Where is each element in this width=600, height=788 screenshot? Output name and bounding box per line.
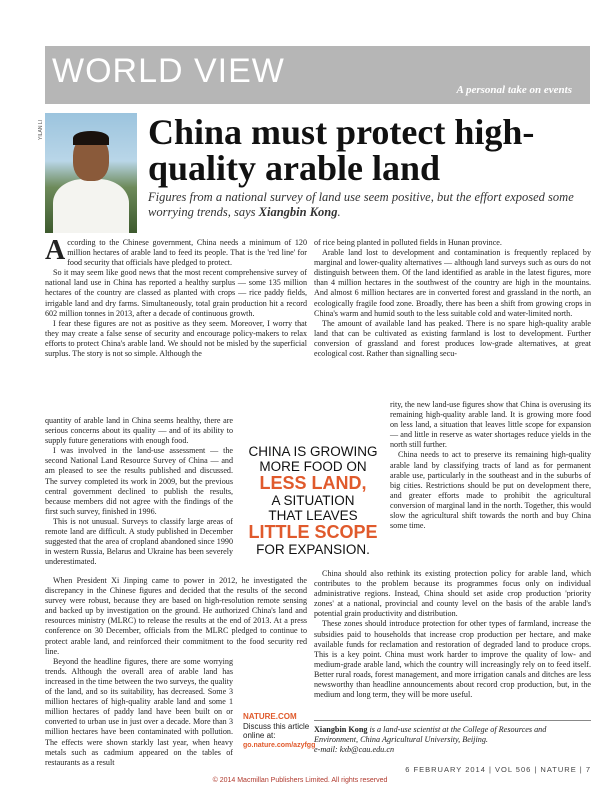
copyright: © 2014 Macmillan Publishers Limited. All rights reserved: [212, 777, 388, 784]
body-paragraph: Beyond the headline figures, there are some worrying trends. Although the overall area of arable land has increased in the time between the two surveys, the quality of the land, and so its suitability, has decreased. Some 3 million hectares of high-quality arable land and some 1 million hectares of paddy land have been built on or converted to urban use in just over a decade. More than 3 million hectares have been contaminated with pollution. The effects were shown starkly last year, when heavy metals such as cadmium appeared on the tables of restaurants as a result: [45, 656, 233, 767]
body-paragraph: China needs to act to preserve its remaining high-quality arable land by classifying tracts of land as for permanent arable use, particularly in the southeast and in the suburbs of big cities. Restrictions should be put on development there, and greater efforts made to prohibit the agricultural conversion of marginal land in the north. Together, this would slow the agricultural shift towards the north and buy China some time.: [390, 450, 591, 531]
author-photo: [45, 113, 137, 233]
discussion-link[interactable]: go.nature.com/azyfgg: [243, 741, 316, 749]
column-2-top: [314, 238, 591, 359]
body-paragraph: I was involved in the land-use assessment — the second National Land Resource Survey of China — and am pleased to see the results published and discussed. The survey completed its work in 2009, but the previous central government declined to publish the results, because members did not agree with the findings of the first such survey, finished in 1996.: [45, 446, 233, 516]
author-bio: Xiangbin Kong is a land-use scientist at the College of Resources and Environment, China Agricultural University, Beijing. e-mail: kxb@cau.edu.cn: [314, 720, 591, 755]
column-1-top: [45, 235, 307, 359]
body-paragraph: This is not unusual. Surveys to classify large areas of remote land are difficult. A study published in December suggested that the area of cropland abandoned since 1990 in western Russia, Belarus and Ukraine has been severely underestimated.: [45, 516, 233, 567]
pull-quote: CHINA IS GROWING MORE FOOD ON LESS LAND, A SITUATION THAT LEAVES LITTLE SCOPE FOR EXPANSION.: [248, 444, 378, 557]
body-paragraph: Arable land lost to development and contamination is frequently replaced by marginal and lower-quality alternatives — although land surveys such as ours do not distinguish between them. Of the land identified as arable in the latest figures, more than 4 million hectares in the southwest of the country are high in the mountains. And almost 6 million hectares are in converted forest and grassland in the north, an ecologically fragile food zone. Broadly, there has been a shift from growing crops in China's warm and humid south to the less suitable cold and water-limited north.: [314, 248, 591, 318]
standfirst-author: Xiangbin Kong: [258, 205, 338, 219]
body-paragraph: The amount of available land has peaked. There is no spare high-quality arable land that can be cultivated as existing farmland is lost to development. Further conversion of grassland and forest produces low-grade alternatives, at great ecological cost. Rather than signalling secu-: [314, 318, 591, 359]
body-paragraph: quantity of arable land in China seems healthy, there are serious concerns about its quality — and of its ability to supply future generations with enough food.: [45, 416, 233, 446]
body-paragraph: When President Xi Jinping came to power in 2012, he investigated the discrepancy in the Chinese figures and decided that the results of the second survey were robust, because they are based on high-resolution remote sensing and backed up by investigation on the ground. He authorized China's land and resources ministry (MLRC) to release the results at the end of 2013. At a press conference on 30 December, officials from the MLRC pledged to continue to protect arable land, and reinforced their commitment to the food security red line.: [45, 576, 307, 656]
body-paragraph: These zones should introduce protection for other types of farmland, increase the subsidies paid to households that increase crop production per hectare, and make available funds for reclamation and restoration of degraded land to produce crops. This is a key point. China must work harder to improve the quality of low- and medium-grade arable land, which the country will increasingly rely on to feed itself. Better rural roads, forest management, and more irrigation canals and ditches are less newsworthy than headline announcements about record crop production, but, in the medium and long term, they will be more useful.: [314, 619, 591, 700]
body-paragraph: rity, the new land-use figures show that China is overusing its remaining high-quality arable land. It is growing more food on less land, a situation that leaves little scope for expansion — and little in reserve as water shortages reduce yields in the north still further.: [390, 400, 591, 450]
headline: China must protect high-quality arable land: [148, 112, 535, 188]
photo-credit: YILAN LI: [38, 120, 44, 141]
world-view-banner: [45, 46, 590, 104]
standfirst: Figures from a national survey of land use seem positive, but the effort exposed some worrying trends, says Xiangbin Kong.: [148, 190, 574, 219]
body-paragraph: of rice being planted in polluted fields in Hunan province.: [314, 238, 502, 247]
body-paragraph: According to the Chinese government, China needs a minimum of 120 million hectares of arable land to feed its people. That is the 'red line' for food security that officials have pledged to protect.: [45, 235, 307, 268]
column-2-middle: [390, 400, 591, 531]
author-email: e-mail: kxb@cau.edu.cn: [314, 745, 395, 754]
drop-cap: A: [45, 235, 66, 266]
body-paragraph: China should also rethink its existing protection policy for arable land, which contributes to the problem because its programmes focus only on individual administrative regions. Instead, China should set aside crop production 'priority zones' at a national, provincial and county level on the basis of the arable land's potential grain productivity and distribution.: [314, 569, 591, 619]
nature-link-box: NATURE.COM Discuss this article online at: go.nature.com/azyfgg: [243, 712, 316, 749]
banner-subtitle: A personal take on events: [456, 84, 572, 96]
nature-brand: NATURE.COM: [243, 712, 297, 721]
body-paragraph: So it may seem like good news that the most recent comprehensive survey of national land use in China has reported a healthy surplus — some 135 million hectares of the country are classed as planted with crops — rice paddy fields, irrigable land and dry farms. Simultaneously, total grain production hit a record 602 million tonnes in 2013, after a decade of continuous growth.: [45, 268, 307, 318]
column-1-middle: [45, 416, 233, 567]
column-2-bottom: [314, 569, 591, 700]
body-paragraph: I fear these figures are not as positive as they seem. Moreover, I worry that they may create a false sense of security and encourage policy-makers to relax efforts to protect China's arable land. We should not be misled by the superficial surplus. The story is not so simple. Although the: [45, 318, 307, 359]
author-name: Xiangbin Kong: [314, 725, 368, 734]
page-footer: 6 FEBRUARY 2014 | VOL 506 | NATURE | 7: [405, 765, 591, 774]
banner-title: WORLD VIEW: [52, 52, 285, 90]
